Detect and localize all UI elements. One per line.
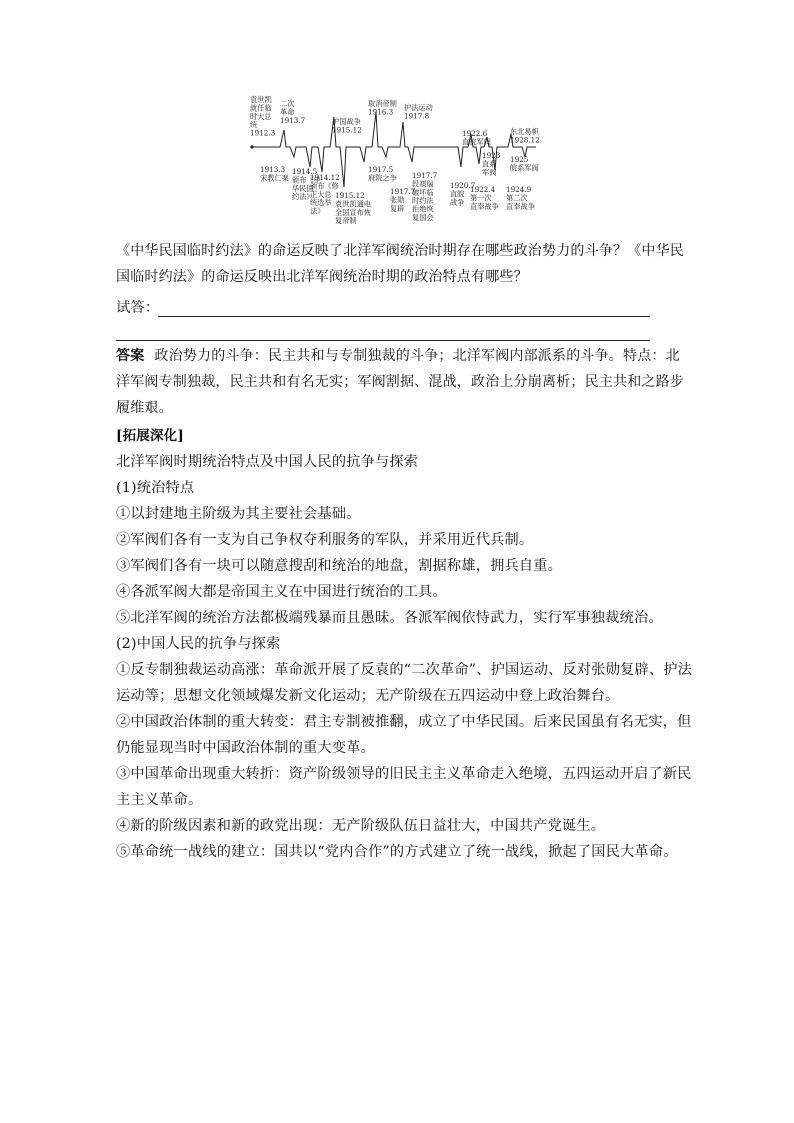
timeline-bottom-label-1-line-1: 1913.3 xyxy=(260,165,286,174)
timeline-bottom-label-3-line-1: 1914.12 xyxy=(310,173,340,182)
timeline-top-label-4-line-1: 取消帝制 xyxy=(368,99,397,108)
extension-heading: [拓展深化] xyxy=(116,428,184,444)
timeline-bottom-label-3-line-5: 法》 xyxy=(310,206,325,216)
timeline-top-label-8-line-1: 东北易帜 xyxy=(510,127,539,136)
timeline-top-label-5-line-1: 护法运动 xyxy=(404,103,433,112)
section-1-list xyxy=(116,503,682,629)
timeline-bottom-label-6-line-2: 张勋 xyxy=(390,195,405,205)
extension-title: 北洋军阀时期统治特点及中国人民的抗争与探索 xyxy=(116,454,419,470)
timeline-bottom-label-4-line-3: 全国宣布恢 xyxy=(335,207,371,217)
timeline-chart xyxy=(240,92,560,232)
timeline-bottom-label-8-line-1: 1920.7 xyxy=(450,181,476,190)
timeline-bottom-label-10-line-2: 第二次 xyxy=(506,193,528,203)
section-1-item-1: ①以封建地主阶级为其主要社会基础。 xyxy=(116,506,361,522)
timeline-top-label-7-line-1: 1923 xyxy=(482,151,501,160)
timeline-top-label-1-line-2: 就任临 xyxy=(250,103,272,113)
section-2-title: (2)中国人民的抗争与探索 xyxy=(116,636,281,652)
section-1-item-2: ②军阀们各有一支为自己争权夺利服务的军队，并采用近代兵制。 xyxy=(116,532,534,548)
try-answer-label: 试答： xyxy=(116,300,160,316)
section-1-item-4: ④各派军阀大都是帝国主义在中国进行统治的工具。 xyxy=(116,584,447,600)
timeline-top-label-1-line-4: 统 xyxy=(250,120,258,130)
timeline-bottom-label-3-line-4: 统选举 xyxy=(310,198,332,208)
timeline-top-label-8-line-2: 1928.12 xyxy=(510,135,540,145)
answer-line-2: 洋军阀专制独裁，民主共和有名无实；军阀割据、混战，政治上分崩离析；民主共和之路步 xyxy=(116,374,684,390)
section-2-line-5: ③中国革命出现重大转折：资产阶级领导的旧民主主义革命走入绝境，五四运动开启了新民 xyxy=(116,766,692,782)
answer-blank-line-2[interactable] xyxy=(116,340,650,341)
question-line-2: 国临时约法》的命运反映出北洋军阀统治时期的政治特点有哪些？ xyxy=(116,269,528,285)
timeline-top-label-3-line-2: 1915.12 xyxy=(332,125,362,135)
timeline-top-label-2-line-3: 1913.7 xyxy=(280,115,306,125)
timeline-bottom-label-2-line-1: 1914.5 xyxy=(292,167,318,176)
timeline-bottom-label-5-line-1: 1917.5 xyxy=(368,165,394,174)
timeline-top-label-6-line-1: 1922.6 xyxy=(462,129,488,138)
section-2-line-7: ④新的阶级因素和新的政党出现：无产阶级队伍日益壮大，中国共产党诞生。 xyxy=(116,818,606,834)
timeline-bottom-label-4-line-1: 1915.12 xyxy=(335,191,365,200)
timeline-top-label-2-line-1: 二次 xyxy=(280,99,295,108)
section-2-line-4: 仍能显现当时中国政治体制的重大变革。 xyxy=(116,740,375,756)
timeline-bottom-label-3-line-2: 颁布《修 xyxy=(310,181,339,191)
timeline-figure xyxy=(240,92,560,232)
timeline-bottom-label-10-line-1: 1924.9 xyxy=(506,185,532,194)
section-2-line-3: ②中国政治体制的重大转变：君主专制被推翻，成立了中华民国。后来民国虽有名无实，但 xyxy=(116,714,692,730)
timeline-bottom-label-2-line-4: 约法》 xyxy=(292,192,314,202)
section-2-line-1: ①反专制独裁运动高涨：革命派开展了反袁的“二次革命”、护国运动、反对张勋复辟、护法 xyxy=(116,662,693,678)
timeline-top-label-1-line-5: 1912.3 xyxy=(250,128,276,138)
timeline-bottom-label-2-line-3: 华民国 xyxy=(292,183,314,193)
question-line-1: 《中华民国临时约法》的命运反映了北洋军阀统治时期存在哪些政治势力的斗争？《中华民 xyxy=(116,243,684,259)
timeline-bottom-label-7-line-6: 复国会 xyxy=(412,213,434,222)
answer-tag: 答案 xyxy=(116,348,145,364)
timeline-top-label-4-line-2: 1916.3 xyxy=(368,107,394,117)
timeline-bottom-label-7-line-3: 破坏临 xyxy=(412,187,434,197)
timeline-bottom-label-5-line-2: 府院之争 xyxy=(368,173,397,183)
timeline-top-labels xyxy=(250,95,540,177)
answer-line-3: 履维艰。 xyxy=(116,400,173,416)
answer-line-1: 政治势力的斗争：民主共和与专制独裁的斗争；北洋军阀内部派系的斗争。特点：北 xyxy=(154,348,680,364)
section-2-list xyxy=(116,659,693,863)
section-2-line-6: 主主义革命。 xyxy=(116,792,203,808)
timeline-bottom-label-7-line-1: 1917.7 xyxy=(412,171,438,180)
timeline-bottom-label-9-line-2: 第一次 xyxy=(470,193,492,203)
answer-blank-line-1[interactable] xyxy=(158,316,650,317)
timeline-start-dot xyxy=(250,145,253,148)
answer-block xyxy=(116,345,682,419)
timeline-top-label-1-line-1: 袁世凯 xyxy=(250,95,272,104)
question-block xyxy=(116,240,682,288)
section-1-item-5: ⑤北洋军阀的统治方法都极端残暴而且愚昧。各派军阀依恃武力，实行军事独裁统治。 xyxy=(116,610,663,626)
timeline-bottom-label-4-line-4: 复帝制 xyxy=(335,216,357,226)
timeline-top-label-6-line-2: 直皖军阀 xyxy=(462,137,491,147)
timeline-bottom-label-4-line-2: 袁世凯通电 xyxy=(335,199,371,209)
timeline-top-label-7-line-3: 军阀 xyxy=(482,167,497,177)
timeline-top-label-7-line-2: 直系 xyxy=(482,159,497,169)
section-1-title: (1)统治特点 xyxy=(116,480,195,496)
timeline-top-label-3-line-1: 护国战争 xyxy=(332,117,361,126)
extension-block xyxy=(116,425,693,863)
section-1-item-3: ③军阀们各有一块可以随意搜刮和统治的地盘，割据称雄，拥兵自重。 xyxy=(116,558,563,574)
timeline-bottom-label-9-line-1: 1922.4 xyxy=(470,185,496,194)
section-2-line-2: 运动等；思想文化领域爆发新文化运动；无产阶级在五四运动中登上政治舞台。 xyxy=(116,688,620,704)
timeline-bottom-label-7-line-2: 段祺瑞 xyxy=(412,179,434,189)
timeline-bottom-label-6-line-3: 复辟 xyxy=(390,203,405,213)
timeline-bottom-label-7-line-5: 拒绝恢 xyxy=(412,204,434,214)
timeline-top-label-5-line-2: 1917.8 xyxy=(404,111,430,121)
section-2-line-8: ⑤革命统一战线的建立：国共以“党内合作”的方式建立了统一战线，掀起了国民大革命。 xyxy=(116,844,678,860)
timeline-bottom-label-6-line-1: 1917.7 xyxy=(390,187,416,196)
timeline-bottom-label-1-line-2: 宋教仁案 xyxy=(260,173,289,183)
timeline-bottom-label-7-line-4: 时约法 xyxy=(412,196,434,206)
timeline-top-label-1-line-3: 时大总 xyxy=(250,111,272,121)
timeline-top-label-9-line-1: 1925 xyxy=(510,155,529,164)
timeline-bottom-label-3-line-3: 正大总 xyxy=(310,189,332,199)
timeline-top-label-2-line-2: 革命 xyxy=(280,107,295,117)
timeline-bottom-label-10-line-3: 直奉战争 xyxy=(506,201,535,211)
timeline-bottom-label-9-line-3: 直奉战争 xyxy=(470,201,499,211)
timeline-top-label-9-line-2: 皖系军阀 xyxy=(510,163,539,173)
timeline-bottom-label-8-line-3: 战争 xyxy=(450,197,465,207)
timeline-bottom-label-2-line-2: 颁布《中 xyxy=(292,175,321,185)
timeline-bottom-label-8-line-2: 直皖 xyxy=(450,189,465,199)
